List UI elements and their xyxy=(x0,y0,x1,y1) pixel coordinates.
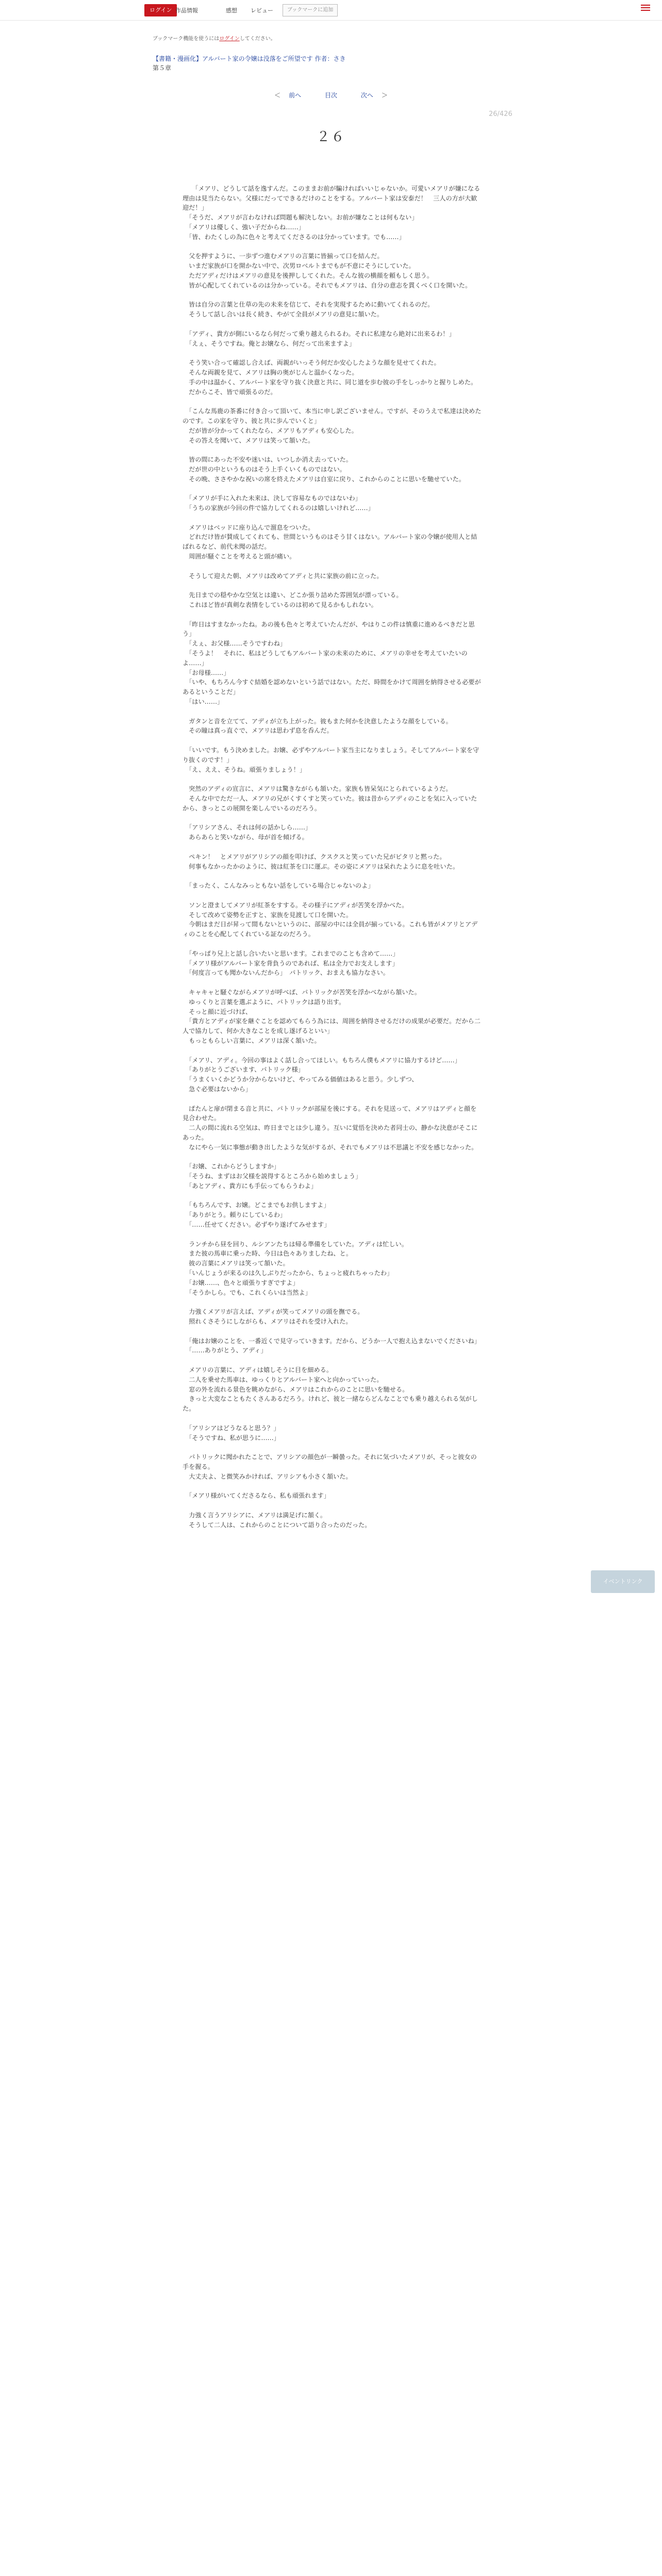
body-paragraph: 「まったく、こんなみっともない話をしている場合じゃないのよ」 xyxy=(183,882,374,890)
prev-link[interactable]: ＜ 前へ xyxy=(274,92,302,99)
body-paragraph: 「はい……」 xyxy=(183,698,224,706)
body-paragraph xyxy=(183,1191,482,1201)
body-paragraph: 「うちの家族が今回の件で協力してくれるのは嬉しいけれど……」 xyxy=(183,504,374,512)
body-paragraph: そんな中でただ一人、メアリの兄がくすくすと笑っていた。彼は昔からアディのことを気に入っていたから、きっとこの展開を楽しんでいるのだろう。 xyxy=(183,795,477,812)
body-paragraph: いまだ家族が口を開かない中で、次男ロベルトまでもが不意にそうにしていた。 xyxy=(183,262,415,270)
body-paragraph: 皆の間にあった不安や迷いは、いつしか消え去っていた。 xyxy=(183,456,352,464)
body-paragraph: ぱたんと扉が閉まる音と共に、パトリックが部屋を後にする。それを見送って、メアリはアディと顔を見合わせた。 xyxy=(183,1105,477,1122)
body-paragraph: 「何度言っても聞かないんだから」 パトリック、おまえも協力なさい。 xyxy=(183,969,389,977)
body-paragraph: 周囲が騒ぐことを考えると頭が痛い。 xyxy=(183,553,296,561)
login-button[interactable]: ログイン xyxy=(144,4,177,16)
body-paragraph: 先日までの穏やかな空気とは違い、どこか張り詰めた雰囲気が漂っている。 xyxy=(183,591,403,599)
body-paragraph xyxy=(183,814,482,823)
body-paragraph: だからこそ、皆で頑張るのだ。 xyxy=(183,388,277,396)
body-paragraph: 「ありがとうございます、パトリック様」 xyxy=(183,1066,304,1074)
body-paragraph xyxy=(183,939,482,949)
body-paragraph: 「え、ええ、そうね。頑張りましょう！」 xyxy=(183,766,306,773)
body-paragraph xyxy=(183,774,482,784)
body-paragraph: 「メアリ様がいてくださるなら、私も頑張れます」 xyxy=(183,1492,330,1500)
chapter-heading: ２６ xyxy=(316,129,345,145)
body-paragraph xyxy=(183,397,482,406)
body-paragraph xyxy=(183,1046,482,1056)
body-paragraph xyxy=(183,707,482,717)
toc-link[interactable]: 目次 xyxy=(324,92,337,99)
notice-suffix: してください。 xyxy=(239,36,276,42)
body-paragraph: 照れくさそうにしながらも、メアリはそれを受け入れた。 xyxy=(183,1318,352,1326)
body-paragraph: パトリックに聞かれたことで、アリシアの顔色が一瞬曇った。それに気づいたメアリが、そっと彼女の手を握る。 xyxy=(183,1453,477,1470)
body-paragraph: キャキャと騒ぐながらメアリが呼べば、パトリックが苦笑を浮かべながら頷いた。 xyxy=(183,988,421,996)
body-paragraph: ガタンと音を立てて、アディが立ち上がった。彼もまた何かを決意したような顔をしている。 xyxy=(183,717,452,725)
body-paragraph: 「俺はお嬢のことを、一番近くで見守っていきます。だから、どうか一人で抱え込まないでくださいね」 xyxy=(183,1337,481,1345)
body-paragraph: 「メアリ、どうして話を逸すんだ。このままお前が騙ければいいじゃないか。可愛いメアリが嫌になる理由は見当たらない。父様にだってできるだけのことをする。アルバート家は安泰だ！ 三人の方が大歓迎だ！」 xyxy=(183,184,481,212)
body-paragraph: ランチから昼を回り、ルシアンたちは帰る準備をしていた。アディは忙しい。 xyxy=(183,1240,408,1248)
body-paragraph xyxy=(183,1443,482,1452)
body-paragraph: 「あとアディ、貴方にも手伝ってもらうわよ」 xyxy=(183,1182,318,1190)
body-paragraph xyxy=(183,1297,482,1307)
body-paragraph xyxy=(183,891,482,901)
side-event-button[interactable]: イベントリンク xyxy=(591,1570,655,1593)
body-paragraph xyxy=(183,1501,482,1511)
body-paragraph xyxy=(183,978,482,988)
body-paragraph: 今朝はまだ日が昇って間もないというのに、部屋の中には全員が揃っている。これも皆がメアリとアディのことを心配してくれている証なのだろう。 xyxy=(183,921,478,938)
body-paragraph: そうして二人は、これからのことについて語り合ったのだった。 xyxy=(183,1521,371,1529)
body-paragraph: きっと大変なこともたくさんあるだろう。けれど、彼と一緒ならどんなことでも乗り越えられる気がした。 xyxy=(183,1395,478,1413)
body-paragraph: これほど皆が真剣な表情をしているのは初めて見るかもしれない。 xyxy=(183,601,377,609)
body-paragraph: 「いんじょうが来るのは久しぶりだったから、ちょっと疲れちゃったわ」 xyxy=(183,1269,393,1277)
body-paragraph: 父を押すように、一歩ずつ進むメアリの言葉に皆揃って口を結んだ。 xyxy=(183,252,384,260)
body-paragraph: 大丈夫よ、と微笑みかければ、アリシアも小さく頷いた。 xyxy=(183,1472,352,1480)
body-paragraph: 「そうね、まずはお父様を説得するところから始めましょう」 xyxy=(183,1173,362,1180)
body-paragraph xyxy=(183,1482,482,1492)
body-paragraph: ペキン！ とメアリがアリシアの顔を叩けば、クスクスと笑っていた兄がピタリと黙った。 xyxy=(183,853,446,860)
body-paragraph: 「そうかしら。でも、これくらいは当然よ」 xyxy=(183,1289,311,1296)
nav-link-reviews[interactable]: レビュー xyxy=(251,7,273,14)
body-paragraph: 「昨日はすまなかったね。あの後も色々と考えていたんだが、やはりこの件は慎重に進めるべきだと思う」 xyxy=(183,620,475,638)
next-link[interactable]: 次へ ＞ xyxy=(360,92,388,99)
body-paragraph: だが皆が分かってくれたなら、メアリもアディも安心した。 xyxy=(183,427,358,434)
bookmark-notice xyxy=(153,34,276,42)
notice-text: ブックマーク機能を使うには xyxy=(153,36,220,42)
body-paragraph: 「メアリは優しく、強い子だからね……」 xyxy=(183,223,305,231)
body-paragraph xyxy=(183,871,482,881)
body-paragraph: そんな両親を見て、メアリは胸の奥がじんと温かくなった。 xyxy=(183,368,358,376)
body-paragraph: ただアディだけはメアリの意見を後押ししてくれた。そんな彼の横顔を頼もしく思う。 xyxy=(183,272,434,279)
body-paragraph: 「やっぱり兄上と話し合いたいと思います。これまでのことも含めて……」 xyxy=(183,950,399,957)
body-paragraph: 「……任せてください。必ずやり遂げてみせます」 xyxy=(183,1221,330,1229)
body-paragraph: 「えぇ、お父様……そうですわね」 xyxy=(183,640,287,648)
body-paragraph: 彼の言葉にメアリは笑って頷いた。 xyxy=(183,1260,289,1267)
body-paragraph: 皆は自分の言葉と仕草の先の未来を信じて、それを実現するために動いてくれるのだ。 xyxy=(183,301,434,309)
body-paragraph: そっと顔に近づけば、 xyxy=(183,1008,252,1015)
body-paragraph xyxy=(183,1230,482,1240)
body-paragraph: 窓の外を流れる景色を眺めながら、メアリはこれからのことに思いを馳せる。 xyxy=(183,1385,409,1393)
body-paragraph: ソンと澄ましてメアリが紅茶をすする。その様子にアディが苦笑を浮かべた。 xyxy=(183,901,408,909)
body-paragraph xyxy=(183,513,482,523)
hamburger-menu-icon[interactable] xyxy=(634,3,657,18)
body-paragraph xyxy=(183,736,482,745)
body-paragraph: 「もちろんです、お嬢。どこまでもお供しますよ」 xyxy=(183,1201,330,1209)
body-paragraph: 突然のアディの宣言に、メアリは驚きながらも頷いた。家族も皆呆気にとられているようだ。 xyxy=(183,785,452,793)
body-paragraph: そして改めて姿勢を正すと、家族を見渡して口を開いた。 xyxy=(183,911,353,919)
body-paragraph: だが世の中というものはそう上手くいくものではない。 xyxy=(183,465,346,473)
body-paragraph: 「お嬢、これからどうしますか」 xyxy=(183,1163,280,1171)
nav-link-impressions[interactable]: 感想 xyxy=(226,7,237,14)
body-paragraph: 「皆、わたくしの為に色々と考えてくださるのは分かっています。でも……」 xyxy=(183,233,405,241)
body-paragraph: 力強く言うアリシアに、メアリは満足げに頷く。 xyxy=(183,1511,327,1519)
body-paragraph xyxy=(183,1327,482,1336)
body-paragraph: そうして話し合いは長く続き、やがて全員がメアリの意見に頷いた。 xyxy=(183,311,384,318)
novel-title-link[interactable]: 【書籍・漫画化】アルバート家の令嬢は没落をご所望です 作者：さき xyxy=(153,55,346,62)
body-paragraph: ゆっくりと言葉を選ぶように、パトリックは語り出す。 xyxy=(183,998,345,1006)
body-paragraph: その晩、ささやかな祝いの席を終えたメアリは自室に戻り、これからのことに思いを馳せていた。 xyxy=(183,475,465,483)
body-paragraph: その瞳は真っ直ぐで、メアリは思わず息を呑んだ。 xyxy=(183,727,333,735)
body-paragraph xyxy=(183,581,482,590)
body-paragraph: 「貴方とアディが家を継ぐことを認めてもらう為には、周囲を納得させるだけの成果が必要だ。だから二人で協力して、何か大きなことを成し遂げるといい」 xyxy=(183,1018,481,1035)
body-paragraph xyxy=(183,562,482,571)
body-paragraph: あらあらと笑いながら、母が首を傾げる。 xyxy=(183,834,308,841)
body-paragraph: 「お母様……」 xyxy=(183,669,230,676)
body-paragraph: 急ぐ必要はないから」 xyxy=(183,1085,252,1093)
body-paragraph xyxy=(183,445,482,455)
top-bar xyxy=(0,0,662,21)
body-paragraph xyxy=(183,1094,482,1104)
body-paragraph xyxy=(183,1355,482,1365)
chapter-group: 第５章 xyxy=(153,64,172,72)
body-paragraph: 「メアリ、アディ。今回の事はよく話し合ってほしい。もちろん僕もメアリに協力するけど……」 xyxy=(183,1056,461,1064)
body-paragraph: その答えを聞いて、メアリは笑って頷いた。 xyxy=(183,436,315,444)
body-paragraph xyxy=(183,242,482,252)
body-paragraph: 手の中は温かく、アルバート家を守り抜く決意と共に、同じ道を歩む彼の手をしっかりと握りしめた。 xyxy=(183,378,477,386)
notice-login-link[interactable]: ログイン xyxy=(219,36,240,42)
episode-nav-top xyxy=(0,91,662,99)
body-paragraph: 「お嬢……、色々と頑張りすぎですよ」 xyxy=(183,1279,299,1286)
episode-counter: 26/426 xyxy=(489,110,512,118)
body-paragraph: 「いいです。もう決めました。お嬢、必ずやアルバート家当主になりましょう。そしてアルバート家を守り抜くのです！」 xyxy=(183,747,479,764)
body-paragraph: 二人を乗せた馬車は、ゆっくりとアルバート家へと向かっていった。 xyxy=(183,1376,383,1383)
body-paragraph xyxy=(183,291,482,300)
body-paragraph: 「そうですね、私が思うに……」 xyxy=(183,1434,280,1442)
body-paragraph xyxy=(183,1152,482,1162)
body-paragraph xyxy=(183,484,482,494)
body-paragraph: 「アリシアさん、それは何の話かしら……」 xyxy=(183,824,312,832)
body-paragraph xyxy=(183,319,482,329)
body-paragraph xyxy=(183,174,482,184)
body-paragraph: 「……ありがとう、アディ」 xyxy=(183,1347,267,1354)
body-paragraph: メアリはベッドに座り込んで溜息をついた。 xyxy=(183,523,315,531)
body-paragraph: 「うまくいくかどうか分からないけど、やってみる価値はあると思う。少しずつ、 xyxy=(183,1076,418,1083)
body-paragraph: 「こんな馬鹿の茶番に付き合って頂いて、本当に申し訳ございません。ですが、そのうえで私達は決めたのです。この家を守り、彼と共に歩んでいくと」 xyxy=(183,408,482,425)
body-paragraph: 「そうだ、メアリが言わなければ問題も解決しない。お前が嫌なことは何もない」 xyxy=(183,214,418,222)
body-paragraph: 「えぇ、そうですね。俺とお嬢なら、何だって出来ますよ」 xyxy=(183,340,356,347)
novel-body xyxy=(183,174,482,1530)
body-paragraph xyxy=(183,842,482,852)
body-paragraph: もっともらしい言葉に、メアリは深く頷いた。 xyxy=(183,1037,321,1044)
nav-link-info[interactable]: 作品情報 xyxy=(175,7,198,14)
body-paragraph: 皆が心配してくれているのは分かっている。それでもメアリは、自分の意志を貫くべく口を開いた。 xyxy=(183,281,472,289)
body-paragraph: 「アリシアはどうなると思う？」 xyxy=(183,1424,280,1432)
body-paragraph: 「アディ、貴方が側にいるなら何だって乗り越えられるわ。それに私達なら絶対に出来るわ！」 xyxy=(183,330,455,337)
body-paragraph: なにやら一気に事態が動き出したような気がするが、それでもメアリは不思議と不安を感じなかった。 xyxy=(183,1143,478,1151)
add-bookmark-button[interactable]: ブックマークに追加 xyxy=(283,4,338,16)
body-paragraph: 「メアリが手に入れた未来は、決して容易なものではないわ」 xyxy=(183,495,361,502)
body-paragraph: そう笑い合って確認し合えば、両親がいっそう何だか安心したような顔を見せてくれた。 xyxy=(183,359,440,367)
body-paragraph xyxy=(183,610,482,620)
body-paragraph xyxy=(183,348,482,358)
body-paragraph: 「ありがとう。頼りにしているわ」 xyxy=(183,1211,287,1219)
body-paragraph: また彼の馬車に乗った時、今日は色々ありましたね、と。 xyxy=(183,1250,353,1258)
body-paragraph: メアリの言葉に、アディは嬉しそうに目を細める。 xyxy=(183,1366,333,1374)
body-paragraph: 二人の間に流れる空気は、昨日までとは少し違う。互いに覚悟を決めた者同士の、静かな決意がそこにあった。 xyxy=(183,1124,478,1141)
body-paragraph: 力強くメアリが言えば、アディが笑ってメアリの頭を撫でる。 xyxy=(183,1308,364,1316)
body-paragraph: 「いや、もちろん今すぐ結婚を認めないという話ではない。ただ、時間をかけて周囲を納得させる必要があるということだ」 xyxy=(183,679,481,696)
body-paragraph: 「そうよ！ それに、私はどうしてもアルバート家の未来のために、メアリの幸せを考えていたいのよ……」 xyxy=(183,650,468,667)
body-paragraph: 何事もなかったかのように、彼は紅茶を口に運ぶ。その姿にメアリは呆れたように息を吐いた。 xyxy=(183,862,459,870)
body-paragraph xyxy=(183,1414,482,1423)
body-paragraph: どれだけ皆が賛成してくれても、世間というものはそう甘くはない。アルバート家の令嬢が使用人と結ばれるなど、前代未聞の話だ。 xyxy=(183,533,477,551)
body-paragraph: 「メアリ様がアルバート家を背負うのであれば、私は全力でお支えします」 xyxy=(183,959,399,967)
body-paragraph: そうして迎えた朝、メアリは改めてアディと共に家族の前に立った。 xyxy=(183,572,383,580)
